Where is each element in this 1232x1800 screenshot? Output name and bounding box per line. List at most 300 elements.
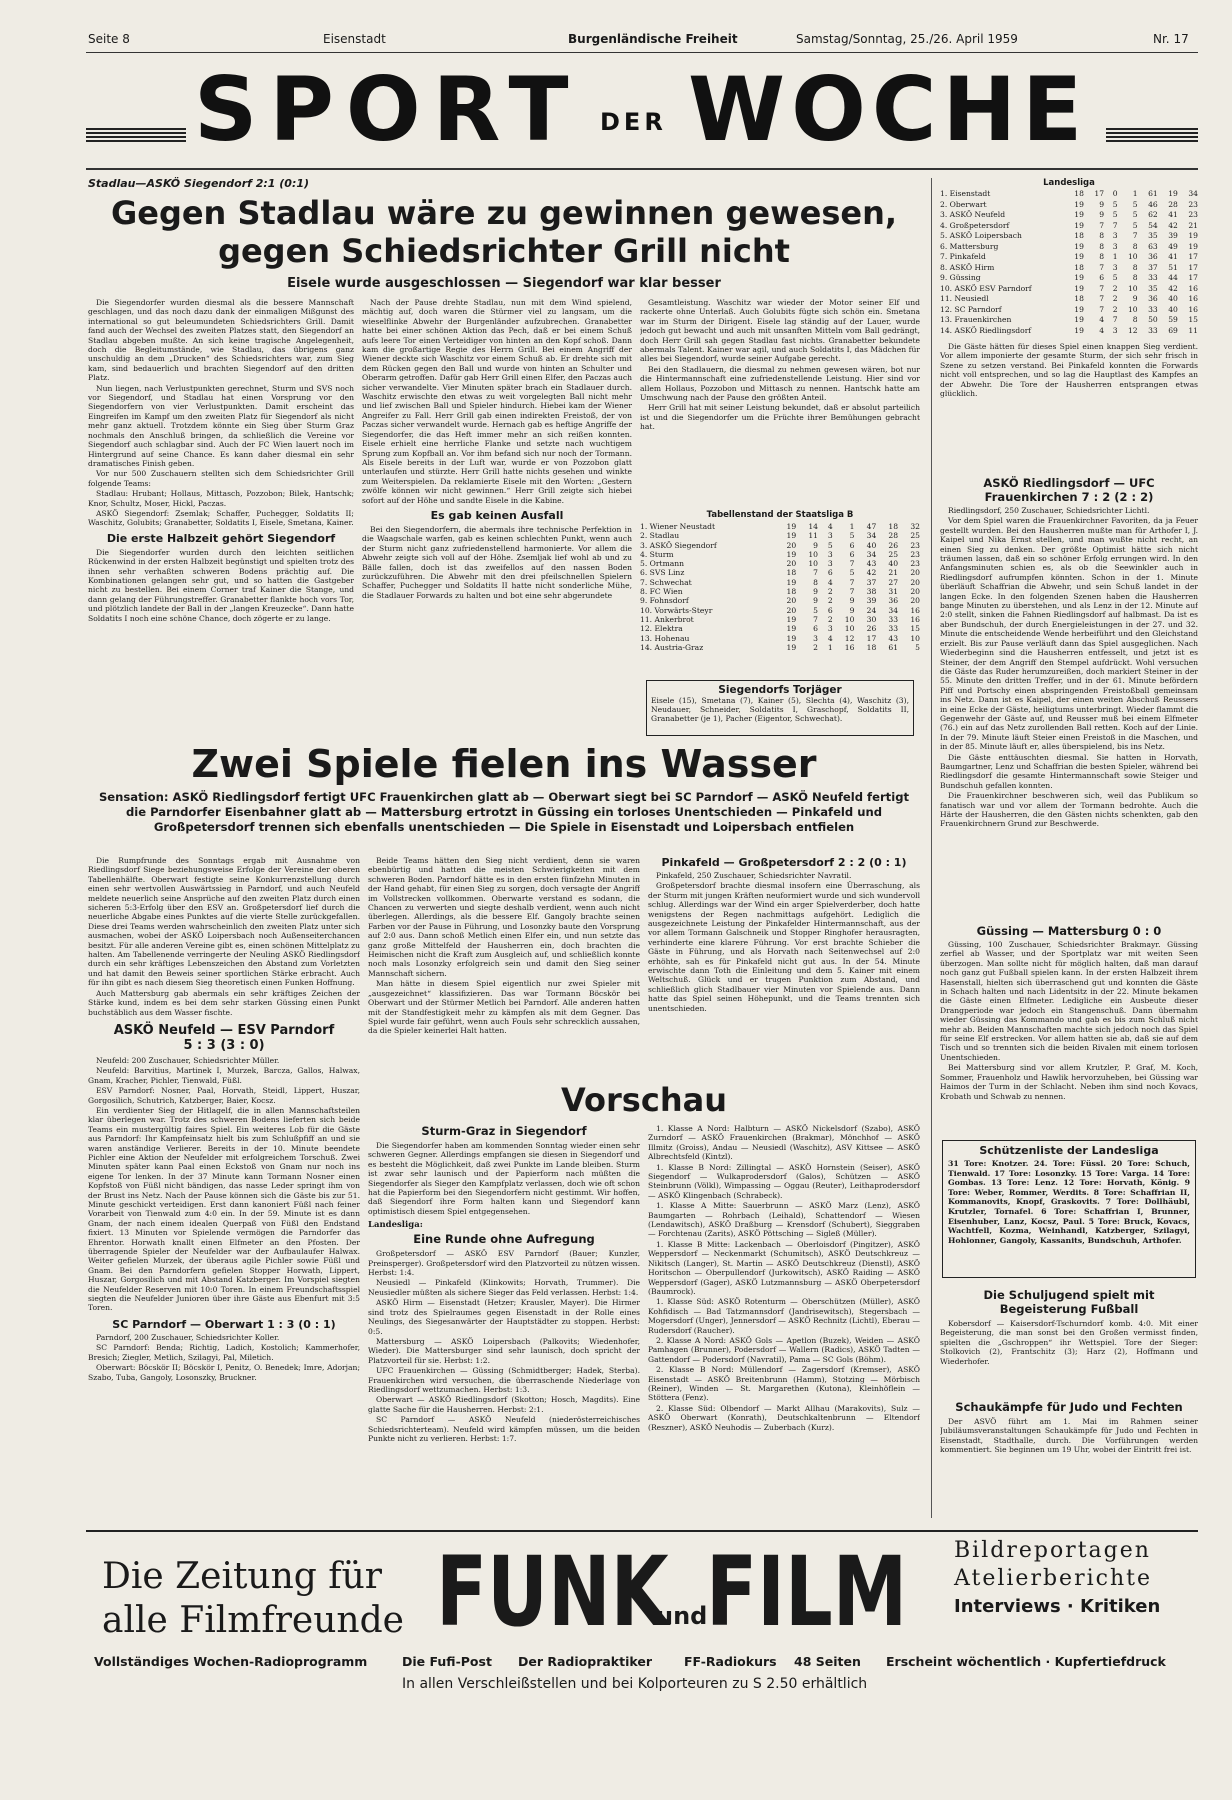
stat-cell: 5 xyxy=(1132,199,1138,209)
funk-und-film-ad xyxy=(86,1530,1198,1732)
article1-paragraph: Gesamtleistung. Waschitz war wieder der Motor seiner Elf und rackerte ohne Unterlaß. Auch Golubits fügte sich schön ein. Smetana war im Sturm der Dirigent. Eisele lag ständig auf der Lauer, wurde jedoch gut bewacht und auch mit unsanften Mitteln vom Ball gedrängt, doch Herr Grill sah gegen Stadlau fast nichts. Granabetter bekundete abermals Talent. Kainer war agil, und auch Soldatits I, das Mädchen für alles bei Siegendorf, wurde seiner Aufgabe gerecht. xyxy=(640,298,920,364)
stat-cell: 37 xyxy=(866,577,877,587)
stat-cell: 6 xyxy=(1099,273,1105,282)
schuetzenliste-box xyxy=(942,1140,1196,1278)
stat-cell: 20 xyxy=(786,596,797,606)
stat-cell: 20 xyxy=(910,577,920,587)
article1-paragraph: Bei den Siegendorfern, die abermals ihre technische Perfektion in die Waagschale warfen, gab es keinen schlechten Punkt, wenn auch der Sturm nicht ganz zufriedenstellend harmonierte. Vor allem die Abwehr zeigte sich voll auf der Höhe. Zsemljak lief wohl ab und zu Bälle fallen, doch ist das zweifellos auf den nassen Boden zurückzuführen. Die Abwehr mit den drei pfeilschnellen Spielern Schaffer, Puchegger und Soldatits II hatte nicht sonderliche Mühe, die Stadlauer Forwards zu halten und bot eine sehr abgerundete xyxy=(362,524,632,600)
stat-cell: 15 xyxy=(1188,315,1198,324)
riedlingsdorf-title: ASKÖ Riedlingsdorf — UFC Frauenkirchen 7 : 2 (2 : 2) xyxy=(983,476,1155,504)
stat-cell: 3 xyxy=(827,549,833,559)
team-name-cell: 12. Elektra xyxy=(640,624,683,634)
stat-cell: 19 xyxy=(1074,283,1084,293)
stat-cell: 6 xyxy=(813,624,819,634)
stat-cell: 7 xyxy=(1099,220,1105,230)
article2-paragraph: Neufeld: Barvitius, Martinek I, Murzek, Barcza, Gallos, Halwax, Gnam, Kracher, Pichler, Tienwald, Füßl. xyxy=(88,1066,360,1085)
stat-cell: 19 xyxy=(1074,273,1084,282)
stat-cell: 3 xyxy=(813,633,819,643)
stat-cell: 10 xyxy=(1127,252,1138,261)
table-row xyxy=(640,568,920,577)
stat-cell: 40 xyxy=(888,559,899,569)
stat-cell: 4 xyxy=(827,633,833,643)
stat-cell: 17 xyxy=(866,633,877,643)
table-row xyxy=(640,522,920,531)
stat-cell: 19 xyxy=(1074,252,1084,261)
stat-cell: 7 xyxy=(1112,315,1118,324)
table-row xyxy=(940,315,1198,326)
table-row xyxy=(940,231,1198,242)
stat-cell: 26 xyxy=(866,624,877,634)
ad-feature: Vollständiges Wochen-Radioprogramm xyxy=(94,1654,368,1669)
table-row xyxy=(640,643,920,652)
stat-cell: 12 xyxy=(1127,325,1138,335)
table-row xyxy=(940,252,1198,263)
staatsliga-table-box xyxy=(640,510,920,675)
stat-cell: 5 xyxy=(1112,210,1118,219)
team-name-cell: 7. Pinkafeld xyxy=(940,252,986,261)
landesliga-table xyxy=(940,189,1198,336)
stat-cell: 9 xyxy=(1099,199,1105,209)
landesliga-text: Die Gäste hätten für dieses Spiel einen knappen Sieg verdient. Vor allem imponierte der gesamte Sturm, der sich sehr frisch in Szene zu setzen verstand. Bei Pinkafeld konnten die Forwards nicht voll entsprechen, und so lag die Hauptlast des Kampfes an der Abwehr. Die Tore der Hausherren entsprangen etwas glücklich. xyxy=(940,342,1198,399)
article2-column-2 xyxy=(368,856,640,1078)
stat-cell: 1 xyxy=(1112,252,1118,261)
stat-cell: 10 xyxy=(844,624,855,634)
stat-cell: 7 xyxy=(1099,304,1105,314)
stat-cell: 40 xyxy=(1168,294,1178,303)
table-row xyxy=(940,273,1198,284)
stat-cell: 35 xyxy=(1148,283,1158,293)
stat-cell: 8 xyxy=(1099,241,1105,251)
stat-cell: 20 xyxy=(910,596,920,606)
team-name-cell: 2. Oberwart xyxy=(940,199,987,209)
stat-cell: 5 xyxy=(849,531,855,541)
article2-paragraph: Pinkafeld, 250 Zuschauer, Schiedsrichter Navratil. xyxy=(656,871,852,880)
team-name-cell: 7. Schwechat xyxy=(640,577,692,587)
team-name-cell: 10. Vorwärts-Steyr xyxy=(640,605,713,615)
stat-cell: 10 xyxy=(1127,304,1138,314)
stat-cell: 19 xyxy=(786,633,797,643)
team-name-cell: 14. Austria-Graz xyxy=(640,642,704,652)
ad-left-line-1: Die Zeitung für xyxy=(102,1556,383,1597)
stat-cell: 2 xyxy=(813,642,819,652)
stat-cell: 19 xyxy=(786,522,797,531)
landesliga-title: Landesliga xyxy=(1043,178,1095,188)
article1-column-3 xyxy=(640,298,920,498)
article1-subheading: Die erste Halbzeit gehört Siegendorf xyxy=(106,531,336,545)
stat-cell: 8 xyxy=(1132,273,1138,282)
stat-cell: 2 xyxy=(1112,294,1118,303)
stat-cell: 42 xyxy=(1168,283,1178,293)
stat-cell: 19 xyxy=(1074,315,1084,324)
stat-cell: 4 xyxy=(1099,315,1105,324)
team-name-cell: 13. Frauenkirchen xyxy=(940,315,1012,324)
stat-cell: 41 xyxy=(1168,210,1178,219)
stat-cell: 9 xyxy=(813,596,819,606)
stat-cell: 16 xyxy=(1188,283,1198,293)
team-name-cell: 11. Neusiedl xyxy=(940,294,989,303)
stat-cell: 4 xyxy=(827,577,833,587)
article2-paragraph: Die Rumpfrunde des Sonntags ergab mit Ausnahme von Riedlingsdorf Siege beziehungsweise Erfolge der Vereine der oberen Tabellenhälfte. Oberwart festigte seine Konkurrenzstellung durch einen sehr wertvollen Auswärtssieg in Parndorf, und auch Neufeld meldete neuerlich seine Ansprüche auf den zweiten Platz durch einen sicheren 5:3-Erfolg über den ESV an. Großpetersdorf lief durch die neuerliche Abgabe eines Punktes auf die vierte Stelle zurückgefallen. Diese drei Teams werden wahrscheinlich den zweiten Platz unter sich ausmachen, wobei der ASKÖ Loipersbach noch Außenseiterchancen besitzt. Für alle anderen Vereine gibt es, einen schönen Mittelplatz zu halten. Am Tabellenende verringerte der Neuling ASKÖ Riedlingsdorf durch ein sehr kräftiges Lebenszeichen den Abstand zum Vorletzten und hat damit den Beweis seiner sportlichen Stärke erbracht. Auch für ihn gibt es nach diesem Sieg theoretisch einen Funken Hoffnung. xyxy=(88,856,360,988)
stat-cell: 7 xyxy=(1132,231,1138,240)
stat-cell: 5 xyxy=(915,642,920,652)
riedlingsdorf-report xyxy=(940,476,1198,916)
neufeld-score: 5 : 3 (3 : 0) xyxy=(183,1037,265,1053)
stat-cell: 2 xyxy=(1112,283,1118,293)
table-row xyxy=(940,200,1198,211)
article1-paragraph: Stadlau: Hrubant; Hollaus, Mittasch, Pozzobon; Bilek, Hantschk; Knor, Schultz, Moser, Hickl, Paczas. xyxy=(88,489,354,508)
team-name-cell: 1. Wiener Neustadt xyxy=(640,522,716,531)
stat-cell: 1 xyxy=(1132,189,1138,198)
stat-cell: 10 xyxy=(910,633,920,643)
header-place: Eisenstadt xyxy=(323,32,386,46)
sturm-subheading: Sturm-Graz in Siegendorf xyxy=(421,1124,587,1138)
ad-feature: 48 Seiten xyxy=(794,1654,861,1669)
table-row xyxy=(640,615,920,624)
page-number: Seite 8 xyxy=(88,32,130,46)
stat-cell: 3 xyxy=(1112,262,1118,272)
stat-cell: 15 xyxy=(910,624,920,634)
stat-cell: 2 xyxy=(1112,304,1118,314)
table-row xyxy=(940,305,1198,316)
ad-feature: Die Fufi-Post xyxy=(402,1654,492,1669)
stat-cell: 7 xyxy=(1099,283,1105,293)
stat-cell: 10 xyxy=(808,549,819,559)
stat-cell: 40 xyxy=(1168,304,1178,314)
vorschau-paragraph: SC Parndorf — ASKÖ Neufeld (niederösterreichisches Schiedsrichterteam). Neufeld wird kämpfen müssen, um die beiden Punkte nicht zu verlieren. Herbst: 1:7. xyxy=(368,1415,640,1443)
table-row xyxy=(640,531,920,540)
team-name-cell: 3. ASKÖ Neufeld xyxy=(940,210,1006,219)
article1-paragraph: Herr Grill hat mit seiner Leistung bekundet, daß er absolut parteilich ist und die Siegendorfer um die Früchte ihrer Bemühungen gebracht hat. xyxy=(640,403,920,432)
pinkafeld-title: Pinkafeld — Großpetersdorf 2 : 2 (0 : 1) xyxy=(661,856,907,869)
stat-cell: 19 xyxy=(1074,241,1084,251)
staatsliga-title: Tabellenstand der Staatsliga B xyxy=(706,510,854,520)
stat-cell: 3 xyxy=(827,531,833,541)
stat-cell: 7 xyxy=(1099,262,1105,272)
stat-cell: 18 xyxy=(1074,294,1084,303)
stat-cell: 19 xyxy=(1168,189,1178,198)
table-row xyxy=(940,263,1198,274)
stat-cell: 19 xyxy=(786,549,797,559)
stat-cell: 7 xyxy=(813,568,819,578)
stat-cell: 2 xyxy=(827,614,833,624)
stat-cell: 5 xyxy=(1112,273,1118,282)
vorschau-paragraph: Oberwart — ASKÖ Riedlingsdorf (Skotton; Hosch, Magdits). Eine glatte Sache für die Hausherren. Herbst: 2:1. xyxy=(368,1395,640,1414)
stat-cell: 5 xyxy=(813,605,819,615)
vorschau-paragraph: Mattersburg — ASKÖ Loipersbach (Palkovits; Wiedenhofer, Wieder). Die Mattersburger sind sehr launisch, doch spricht der Platzvorteil für sie. Herbst: 1:2. xyxy=(368,1336,640,1365)
table-row xyxy=(640,596,920,605)
neufeld-title: ASKÖ Neufeld — ESV Parndorf xyxy=(113,1022,335,1038)
stat-cell: 17 xyxy=(1188,262,1198,272)
article1-headline-2: gegen Schiedsrichter Grill nicht xyxy=(218,232,790,270)
team-name-cell: 8. FC Wien xyxy=(640,587,683,597)
stat-cell: 20 xyxy=(786,540,797,550)
article2-deck: Sensation: ASKÖ Riedlingsdorf fertigt UFC Frauenkirchen glatt ab — Oberwart siegt bei SC Parndorf — ASKÖ Neufeld fertigt die Parndorfer Eisenbahner glatt ab — Mattersburg ertrotzt in Güssing ein torloses Unentschieden — Pinkafeld und Großpetersdorf trennen sich ebenfalls unentschieden — Die Spiele in Eisenstadt und Loipersbach entfielen xyxy=(98,790,910,834)
stat-cell: 34 xyxy=(866,549,877,559)
stat-cell: 33 xyxy=(1148,273,1158,282)
vorschau-paragraph: 1. Klasse B Mitte: Lackenbach — Oberloisdorf (Pingitzer), ASKÖ Weppersdorf — Neckenmarkt (Schumitsch), ASKÖ Deutschkreuz — Nikitsch (Langer), St. Martin — ASKÖ Deutschkreuz (Dienstl), ASKÖ Horitschon — Oberpullendorf (Jurkowitsch), ASKÖ Raiding — ASKÖ Weppersdorf (Gager), ASKÖ Lutzmannsburg — ASKÖ Oberpetersdorf (Baumrock). xyxy=(648,1239,920,1296)
article1-paragraph: Nun liegen, nach Verlustpunkten gerechnet, Sturm und SVS noch vor Siegendorf, und Stadlau hat einen Vorsprung vor den Siegendorfern von vier Verlustpunkten. Damit erscheint das Eingreifen im Kampf um den zweiten Platz für Siegendorf als nicht mehr ganz aktuell. Trotzdem könnte ein Sieg über Sturm Graz nochmals den Anschluß bringen, da schließlich die Vereine vor Siegendorf auch schlagbar sind. Auch der FC Wien lauert noch im Hintergrund auf seine Chance. Es kann daher diesmal ein sehr dramatisches Finish geben. xyxy=(88,383,354,468)
stat-cell: 2 xyxy=(827,587,833,597)
ruhe-subheading: Eine Runde ohne Aufregung xyxy=(413,1232,595,1247)
stat-cell: 5 xyxy=(1112,199,1118,209)
stat-cell: 6 xyxy=(849,549,855,559)
ad-left-line-2: alle Filmfreunde xyxy=(102,1600,404,1641)
vorschau-column-1 xyxy=(368,1124,640,1522)
ad-feature: FF-Radiokurs xyxy=(684,1654,777,1669)
stat-cell: 30 xyxy=(866,614,877,624)
judo-report xyxy=(940,1400,1198,1515)
stat-cell: 69 xyxy=(1168,325,1178,335)
stat-cell: 0 xyxy=(1112,189,1118,198)
stat-cell: 24 xyxy=(866,605,877,615)
stat-cell: 8 xyxy=(1099,231,1105,240)
stat-cell: 7 xyxy=(849,577,855,587)
report-paragraph: Die Frauenkirchner beschweren sich, weil das Publikum so fanatisch war und vor allem der Tormann bedrohte. Auch die Härte der Hausherren, die den Gästen nichts schenkten, gab den Frauenkirchnern Grund zur Beschwerde. xyxy=(940,791,1198,829)
team-name-cell: 3. ASKÖ Siegendorf xyxy=(640,540,717,550)
stat-cell: 9 xyxy=(849,596,855,606)
stat-cell: 21 xyxy=(888,568,899,578)
team-name-cell: 4. Sturm xyxy=(640,549,674,559)
team-name-cell: 12. SC Parndorf xyxy=(940,304,1002,314)
team-name-cell: 8. ASKÖ Hirm xyxy=(940,262,995,272)
stat-cell: 16 xyxy=(1188,294,1198,303)
stat-cell: 38 xyxy=(866,587,877,597)
stat-cell: 50 xyxy=(1148,315,1158,324)
stat-cell: 18 xyxy=(1074,189,1084,198)
article1-paragraph: Bei den Stadlauern, die diesmal zu nehmen gewesen wären, bot nur die Hintermannschaft eine zufriedenstellende Leistung. Hier sind vor allem Hollaus, Pozzobon und Mittasch zu nennen. Hantschk hatte am Umschwung nach der Pause den größten Anteil. xyxy=(640,364,920,403)
stat-cell: 34 xyxy=(888,605,899,615)
guessing-title: Güssing — Mattersburg 0 : 0 xyxy=(976,924,1162,938)
article1-column-1 xyxy=(88,298,354,718)
stat-cell: 41 xyxy=(1168,252,1178,261)
ad-funk: FUNK xyxy=(436,1536,669,1648)
vorschau-paragraph: Großpetersdorf — ASKÖ ESV Parndorf (Bauer; Kunzler, Preinsperger). Großpetersdorf wird den Platzvorteil zu nützen wissen. Herbst: 1:4. xyxy=(368,1249,640,1278)
article2-headline: Zwei Spiele fielen ins Wasser xyxy=(191,742,817,786)
torjaeger-title: Siegendorfs Torjäger xyxy=(718,684,842,696)
article1-subheading: Es gab keinen Ausfall xyxy=(430,508,564,522)
article1-paragraph: Nach der Pause drehte Stadlau, nun mit dem Wind spielend, mächtig auf, doch waren die Stürmer viel zu langsam, um die wieselflinke Abwehr der Burgenländer aufzubrechen. Granabetter hatte bei einer schönen Aktion das Pech, daß er bei einem Schuß aufs leere Tor einen Verteidiger von hinten an den Kopf schoß. Dann kam die großartige Regie des Herrn Grill. Bei einem Angriff der Wiener deckte sich Waschitz vor einem Schuß ab. Er drehte sich mit dem Rücken gegen den Ball und wurde von hinten an Schulter und Oberarm getroffen. Dafür gab Herr Grill einen Elfer, den Paczas auch sicher verwandelte. Vier Minuten später brach ein Stadlauer durch. Waschitz erwischte den etwas zu weit vorgelegten Ball nicht mehr und lief zwischen Ball und Spieler hindurch. Hiebei kam der Wiener Angreifer zu Fall. Herr Grill gab einen indirekten Freistoß, der von Paczas sicher verwandelt wurde. Hernach gab es heftige Angriffe der Siegendorfer, die das Heft immer mehr an sich reißen konnten. Eisele erhielt eine herrliche Flanke und setzte nach wuchtigem Sprung zum Kopfball an. Vor ihm befand sich nur noch der Tormann. Als Eisele bereits in der Luft war, wurde er von Pozzobon glatt unterlaufen und stürzte. Herr Grill hatte nichts gesehen und winkte zum Weiterspielen. Da reklamierte Eisele mit den Worten: „Gestern zwölfe können wir nicht gewinnen.“ Herr Grill zeigte sich hiebei sofort auf der Höhe und sandte Eisele in die Kabine. xyxy=(362,298,632,505)
article1-paragraph: Die Siegendorfer wurden durch den leichten seitlichen Rückenwind in der ersten Halbzeit begünstigt und spielten trotz des ihnen sehr verhaßten schweren Bodens prächtig auf. Die Kombinationen gelangen sehr gut, und so hatten die Gastgeber nicht zu bestellen. Bei einem Corner traf Kainer die Stange, und dann gelang der Führungstreffer. Granabetter flankte hoch vors Tor, und plötzlich landete der Ball in der „langen Kreuzecke“. Dann hatte Soldatits I noch eine schöne Chance, doch zögerte er zu lange. xyxy=(88,547,354,623)
stat-cell: 63 xyxy=(1148,241,1158,251)
vorschau-paragraph: ASKÖ Hirm — Eisenstadt (Hetzer; Krausler, Mayer). Die Hirmer sind trotz des Spielraumes gegen Eisenstadt in der Rolle eines Neulings, des Siegesanwärter der Hauptstädter zu stoppen. Herbst: 0:5. xyxy=(368,1298,640,1336)
team-name-cell: 6. Mattersburg xyxy=(940,241,999,251)
stat-cell: 20 xyxy=(786,605,797,615)
table-row xyxy=(940,326,1198,337)
stat-cell: 34 xyxy=(1188,189,1198,198)
article2-paragraph: Auch Mattersburg gab abermals ein sehr kräftiges Zeichen der Stärke kund, indem es bei dem sehr starken Güssing einen Punkt buchstäblich aus dem Wasser fischte. xyxy=(88,988,360,1017)
stat-cell: 36 xyxy=(1148,252,1158,261)
stat-cell: 46 xyxy=(1148,199,1158,209)
masthead-rule-left xyxy=(86,128,186,142)
team-name-cell: 4. Großpetersdorf xyxy=(940,220,1010,230)
ad-feature: Erscheint wöchentlich · Kupfertiefdruck xyxy=(886,1654,1166,1669)
stat-cell: 18 xyxy=(888,522,899,531)
stat-cell: 8 xyxy=(1132,262,1138,272)
stat-cell: 10 xyxy=(808,559,819,569)
article2-paragraph: Großpetersdorf brachte diesmal insofern eine Überraschung, als der Sturm mit jungen Kräften neuformiert wurde und sich wundervoll schlug. Allerdings war der Wind ein arger Spielverderber, doch hatte wenigstens der Regen nachmittags aufgehört. Lediglich die ausgezeichnete Leistung der Pinkafelder Hintermannschaft, aus der vor allem Tormann Galschneik und Stopper Ringhofer herausragten, verhinderte eine klarere Führung. Vor erst brachte Schieber die Gäste in Führung, und als Horvath nach Seitenwechsel auf 2:0 erhöhte, sah es für Pinkafeld nicht gut aus. In der 54. Minute erwischte dann Toth die Einleitung und dem 5. Kainer mit einem Weltschuß. Glück und er trugen Punktion zum Abstand, und schließlich glich Stadlbauer vier Minuten vor Spielende aus. Dann hatte das Spiel seinen Höhepunkt, und die Teams trennten sich unentschieden. xyxy=(648,881,920,1013)
stat-cell: 5 xyxy=(1132,220,1138,230)
torjaeger-text: Eisele (15), Smetana (7), Kainer (5), Slechta (4), Waschitz (3), Neudauer, Schneider, Soldatits I, Graschopf, Soldatits II, Granabetter (je 1), Pacher (Eigentor, Schwechat). xyxy=(651,696,909,724)
stat-cell: 37 xyxy=(1148,262,1158,272)
landesliga-label: Landesliga: xyxy=(368,1220,423,1231)
stat-cell: 9 xyxy=(1132,294,1138,303)
stat-cell: 40 xyxy=(866,540,877,550)
article2-paragraph: Parndorf, 200 Zuschauer, Schiedsrichter Koller. xyxy=(96,1332,280,1342)
stat-cell: 8 xyxy=(1132,241,1138,251)
stat-cell: 7 xyxy=(813,614,819,624)
stat-cell: 6 xyxy=(849,540,855,550)
stat-cell: 7 xyxy=(1112,220,1118,230)
stat-cell: 6 xyxy=(827,568,833,578)
stat-cell: 35 xyxy=(1148,231,1158,240)
stat-cell: 3 xyxy=(1112,231,1118,240)
article2-paragraph: SC Parndorf: Benda; Richtig, Ladich, Kostolich; Kammerhofer, Bresich; Ziegler, Metlich, Szilagyi, Pal, Miletich. xyxy=(88,1343,360,1362)
stat-cell: 7 xyxy=(1099,294,1105,303)
stat-cell: 20 xyxy=(786,559,797,569)
vorschau-paragraph: 2. Klasse Süd: Olbendorf — Markt Allhau (Marakovits), Sulz — ASKÖ Oberwart (Konrath), Deutschkaltenbrunn — Eltendorf (Reszner), ASKÖ Neuhodis — Zuberbach (Kurz). xyxy=(648,1403,920,1432)
table-row xyxy=(940,210,1198,221)
stat-cell: 36 xyxy=(888,596,899,606)
stat-cell: 4 xyxy=(1099,325,1105,335)
table-row xyxy=(940,284,1198,295)
stat-cell: 17 xyxy=(1188,273,1198,282)
stat-cell: 11 xyxy=(808,531,819,541)
stat-cell: 1 xyxy=(827,642,833,652)
stat-cell: 9 xyxy=(813,540,819,550)
article2-paragraph: Ein verdienter Sieg der Hitlagelf, die in allen Mannschaftsteilen klar überlegen war. Trotz des schweren Bodens lieferten sich beide Teams ein mustergültig faires Spiel. Ein weiteres Lob für die Gäste aus Parndorf: Ihr Kampfeinsatz hielt bis zum Schlußpfiff an und sie waren anständige Verlierer. Bereits in der 10. Minute beendete Pichler eine Aktion der Neufelder mit erfolgreichem Torschuß. Zwei Minuten später kann Paal einen Eckstoß von Gnam nur noch ins eigene Tor lenken. In der 37 Minute kann Tormann Nosner einen Kopfstoß von Füßl nicht bändigen, das nasse Leder springt ihm von der Brust ins Netz. Nach der Pause können sich die Gäste bis zur 51. Minute geschickt verteidigen. Erst dann kanoniert Füßl nach feiner Vorarbeit von Tienwald zum 4:0 ein. In der 59. Minute ist es dann Gnam, der nach einem idealen Querpaß von Füßl den Endstand fixiert. 13 Minuten vor Spielende vermögen die Parndorfer das Ehrentor. Horwath knallt einen Elfmeter an den Pfosten. Der überragende Spieler der Neufelder war der Aufbaulaufer Halwax. Weiter gefielen Murzek, der überaus agile Pichler sowie Füßl und Gnam. Bei den Parndorfern gefielen Stopper Horwath, Lippert, Huszar, Gorgosilich und mit Abstand Katzberger. Im Vorspiel siegten die Neufelder Reserven mit 10:0 Toren. In einem Freundschaftsspiel siegten die Neufelder Junioren über ihre Gäste aus Ebenfurt mit 3:5 Toren. xyxy=(88,1105,360,1313)
masthead-woche: WOCHE xyxy=(688,58,1089,161)
stat-cell: 19 xyxy=(1074,199,1084,209)
stat-cell: 2 xyxy=(827,596,833,606)
stat-cell: 47 xyxy=(866,522,877,531)
masthead xyxy=(86,58,1198,170)
stat-cell: 42 xyxy=(1168,220,1178,230)
stat-cell: 14 xyxy=(808,522,819,531)
table-row xyxy=(640,634,920,643)
article2-paragraph: ESV Parndorf: Nosner, Paal, Horvath, Steidl, Lippert, Huszar, Gorgosilich, Schutrich, Katzberger, Baier, Kocsz. xyxy=(88,1086,360,1105)
stat-cell: 23 xyxy=(910,549,920,559)
stat-cell: 11 xyxy=(1188,325,1198,335)
stat-cell: 6 xyxy=(827,605,833,615)
schuljugend-report xyxy=(940,1288,1198,1398)
paper-name: Burgenländische Freiheit xyxy=(568,32,738,46)
staatsliga-table xyxy=(640,522,920,652)
table-row xyxy=(640,541,920,550)
stat-cell: 18 xyxy=(866,642,877,652)
schuetzenliste-text: 31 Tore: Knotzer. 24. Tore: Füssl. 20 Tore: Schuch, Tienwald. 17 Tore: Losonzky. 15 Tore: Varga. 14 Tore: Gombas. 13 Tore: Lenz. 12 Tore: Horvath, König. 9 Tore: Weber, Rommer, Werdits. 8 Tore: Schaffrian II, Kommanovits, Knopf, Graskovits. 7 Tore: Dollhäubl, Krutzler, Tornafel. 6 Tore: Schaffrian I, Brunner, Eisenhuber, Lanz, Kocsz, Paul. 5 Tore: Bruck, Kovacs, Wachtfell, Kozma, Weinhandl, Katzberger, Szilagyi, Hohlonner, Gangoly, Kassanits, Bundschuh, Arthofer. xyxy=(948,1159,1190,1245)
vorschau-paragraph: 1. Klasse A Mitte: Sauerbrunn — ASKÖ Marz (Lenz), ASKÖ Baumgarten — Rohrbach (Leihald), Schattendorf — Wiesen (Lendawitsch), ASKÖ Draßburg — Krensdorf (Schubert), Sieggraben — Forchtenau (Zarits), ASKÖ Pöttsching — Sigleß (Müller). xyxy=(648,1201,920,1239)
stat-cell: 23 xyxy=(1188,199,1198,209)
team-name-cell: 9. Güssing xyxy=(940,273,981,282)
stat-cell: 19 xyxy=(1188,241,1198,251)
stat-cell: 16 xyxy=(844,642,855,652)
schuljugend-title: Die Schuljugend spielt mit Begeisterung Fußball xyxy=(983,1288,1155,1316)
stat-cell: 4 xyxy=(827,522,833,531)
masthead-der: DER xyxy=(600,108,667,136)
stat-cell: 17 xyxy=(1188,252,1198,261)
stat-cell: 7 xyxy=(849,587,855,597)
stat-cell: 16 xyxy=(910,605,920,615)
vorschau-paragraph: Neusiedl — Pinkafeld (Klinkowits; Horvath, Trummer). Die Neusiedler müßten als sichere Sieger das Feld verlassen. Herbst: 1:4. xyxy=(368,1278,640,1297)
table-row xyxy=(940,294,1198,305)
sidebar-rule xyxy=(931,178,932,1518)
stat-cell: 19 xyxy=(1074,220,1084,230)
stat-cell: 20 xyxy=(910,587,920,597)
team-name-cell: 10. ASKÖ ESV Parndorf xyxy=(940,283,1032,293)
stat-cell: 9 xyxy=(849,605,855,615)
ad-strip xyxy=(86,1642,1198,1722)
report-paragraph: Riedlingsdorf, 250 Zuschauer, Schiedsrichter Lichtl. xyxy=(948,506,1150,515)
stat-cell: 12 xyxy=(844,633,855,643)
team-name-cell: 6. SVS Linz xyxy=(640,568,685,578)
stat-cell: 42 xyxy=(866,568,877,578)
article1-kicker: Stadlau—ASKÖ Siegendorf 2:1 (0:1) xyxy=(88,177,310,190)
stat-cell: 8 xyxy=(1132,315,1138,324)
team-name-cell: 5. ASKÖ Loipersbach xyxy=(940,231,1022,240)
stat-cell: 19 xyxy=(1188,231,1198,240)
stat-cell: 32 xyxy=(910,522,920,531)
vorschau-paragraph: 1. Klasse Süd: ASKÖ Rotenturm — Oberschützen (Müller), ASKÖ Kohfidisch — Bad Tatzmannsdorf (Jandrisewitsch), Stegersbach — Mogersdorf (Unger), Jennersdorf — ASKÖ Rechnitz (Lichtl), Eberau — Rudersdorf (Raucher). xyxy=(648,1297,920,1335)
stat-cell: 3 xyxy=(827,624,833,634)
torjaeger-box xyxy=(646,680,914,736)
stat-cell: 9 xyxy=(1099,210,1105,219)
scp-title: SC Parndorf — Oberwart 1 : 3 (0 : 1) xyxy=(112,1317,336,1331)
stat-cell: 19 xyxy=(786,624,797,634)
stat-cell: 19 xyxy=(786,642,797,652)
stat-cell: 39 xyxy=(1168,231,1178,240)
judo-title: Schaukämpfe für Judo und Fechten xyxy=(955,1400,1183,1414)
masthead-sport: SPORT xyxy=(194,58,581,161)
stat-cell: 19 xyxy=(786,614,797,624)
stat-cell: 27 xyxy=(888,577,899,587)
ad-right-line-2: Atelierberichte xyxy=(954,1566,1152,1591)
stat-cell: 31 xyxy=(888,587,899,597)
article2-paragraph: Neufeld: 200 Zuschauer, Schiedsrichter Müller. xyxy=(96,1055,280,1065)
article1-paragraph: Die Siegendorfer wurden diesmal als die bessere Mannschaft geschlagen, und das noch dazu dank der einmaligen Mißgunst des international so gut beleumundeten Schiedsrichters Grill. Damit fand auch der Wechsel des zweiten Platzes statt, den Siegendorf an Stadlau abgeben mußte. An sich keine tragische Angelegenheit, doch die Begleitumstände, wie Stadlau, das übrigens ganz unschuldig an dem „Drucken“ des Schiedsrichters war, zum Sieg kam, sind bedauerlich und brachten Siegendorf auf den dritten Platz. xyxy=(88,298,354,383)
stat-cell: 8 xyxy=(1099,252,1105,261)
schuetzenliste-title: Schützenliste der Landesliga xyxy=(979,1144,1159,1157)
vorschau-column-2 xyxy=(648,1124,920,1522)
stat-cell: 16 xyxy=(1188,304,1198,314)
stat-cell: 21 xyxy=(1188,220,1198,230)
table-row xyxy=(640,559,920,568)
stat-cell: 10 xyxy=(1127,283,1138,293)
ad-right-line-1: Bildreportagen xyxy=(954,1538,1151,1563)
table-row xyxy=(940,242,1198,253)
report-paragraph: Vor dem Spiel waren die Frauenkirchner Favoriten, da ja Feuer gestellt wurden. Bei den Hausherren mußte man für Arthofer I, J. Kaipel und Nika Ernst stellen, und man wußte nicht recht, an einen Sieg zu denken. Der größte Optimist hätte sich nicht träumen lassen, daß ein so schöner Erfolg errungen wird. In den Anfangsminuten schien es, als ob die Seewinkler auch in Riedlingsdorf aufrumpfen könnten. Schon in der 1. Minute überläuft Schaffrian die Abwehr, und sein Schuß landet in der langen Ecke. In den folgenden Szenen haben die Hausherren bange Minuten zu überstehen, und als Lenz in der 12. Minute auf 2:0 stellt, sinken die Fahnen Riedlingsdorf auf halbmast. Da ist es aber Bundschuh, der durch Energieleistungen in der 27. und 32. Minute die entscheidende Wende herbeiführt und den Gleichstand erzielt. Bis zur Pause verläuft dann das Spiel ausgeglichen. Nach Wiederbeginn sind die Hausherren entfesselt, und jetzt ist es Steiner, der dem Angriff den Stempel aufdrückt. Wohl versuchen die Gäste das Ruder herumzureißen, doch markiert Steiner in der 55. Minute den dritten Treffer, und in der 61. Minute befördern Piff und Portschy einen abspringenden Freistoßball gemeinsam ins Netz. Dann ist es Kaipel, der einen weiten Abschuß Reussers in eine Ecke der Gäste, heiligtums unterbringt. Wieder flammt die Gegenwehr der Gäste auf, und Reusser muß bei einem Elfmeter (76.) ein auf das Netz zurollenden Ball retten. Koch auf der Linie. In der 79. Minute läuft Steier einen Freistoß in die Maschen, und in der 85. Minute läuft er, alles überspielend, bis ins Netz. xyxy=(940,516,1198,752)
stat-cell: 16 xyxy=(910,614,920,624)
table-row xyxy=(640,578,920,587)
article2-column-1 xyxy=(88,856,360,1522)
team-name-cell: 11. Ankerbrot xyxy=(640,614,694,624)
stat-cell: 36 xyxy=(1148,294,1158,303)
stat-cell: 17 xyxy=(1094,189,1105,198)
stat-cell: 34 xyxy=(866,531,877,541)
vorschau-paragraph: 2. Klasse B Nord: Müllendorf — Zagersdorf (Kremser), ASKÖ Eisenstadt — ASKÖ Breitenbrunn (Hamm), Stotzing — Mörbisch (Reiner), Winden — St. Margarethen (Kutona), Kleinhöflein — Stöttera (Fenz). xyxy=(648,1365,920,1403)
vorschau-paragraph: UFC Frauenkirchen — Güssing (Schmidtberger; Hadek, Sterba). Frauenkirchen wird versuchen, die überraschende Niederlage von Riedlingsdorf wettzumachen. Herbst: 1:3. xyxy=(368,1366,640,1394)
stat-cell: 54 xyxy=(1148,220,1158,230)
article2-paragraph: Oberwart: Böcskör II; Böcskör I, Penitz, O. Benedek; Imre, Adorjan; Szabo, Tuba, Gangoly, Losonszky, Bruckner. xyxy=(88,1363,360,1382)
vorschau-headline: Vorschau xyxy=(561,1081,727,1119)
team-name-cell: 14. ASKÖ Riedlingsdorf xyxy=(940,325,1032,335)
team-name-cell: 2. Stadlau xyxy=(640,531,680,541)
report-paragraph: Der ASVÖ führt am 1. Mai im Rahmen seiner Jubiläumsveranstaltungen Schaukämpfe für Judo und Fechten in Eisenstadt, Stadthalle, durch. Die Vorführungen werden kommentiert. Sie beginnen um 19 Uhr, wobei der Eintritt frei ist. xyxy=(940,1417,1198,1455)
team-name-cell: 13. Hohenau xyxy=(640,633,690,643)
ad-right-line-3: Interviews · Kritiken xyxy=(954,1596,1161,1617)
article1-paragraph: Vor nur 500 Zuschauern stellten sich dem Schiedsrichter Grill folgende Teams: xyxy=(88,469,354,488)
stat-cell: 23 xyxy=(910,559,920,569)
table-row xyxy=(640,587,920,596)
